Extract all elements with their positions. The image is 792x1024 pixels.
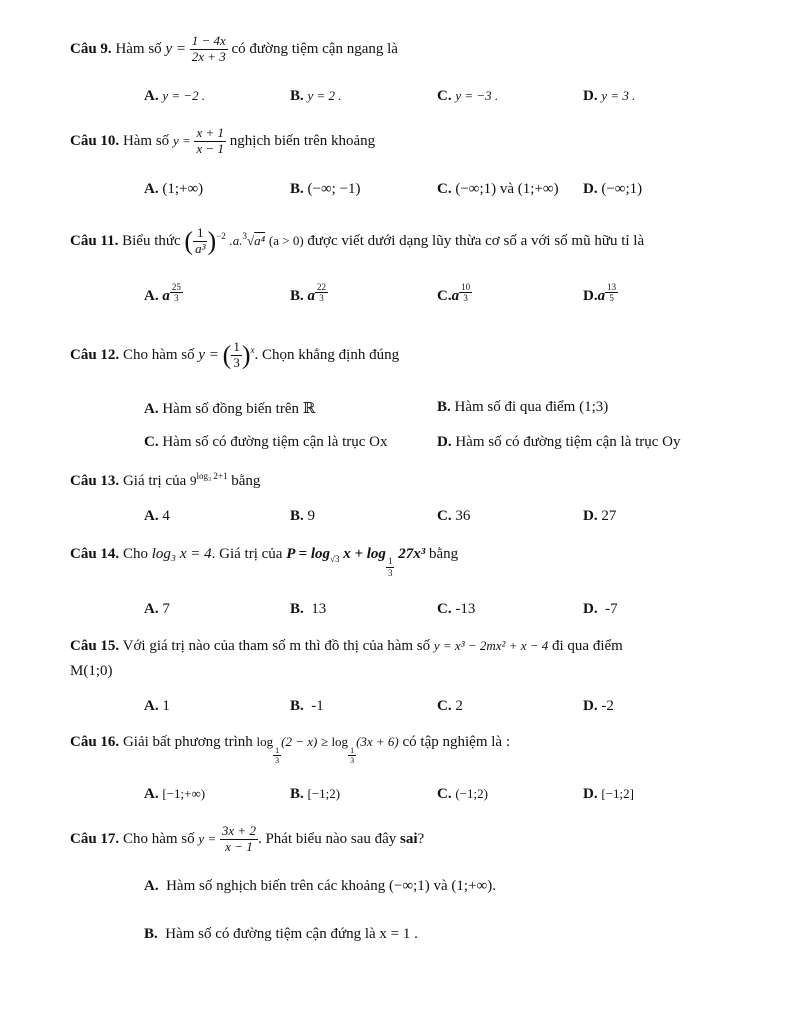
exponent-fraction bbox=[170, 282, 183, 304]
option-letter: B. bbox=[290, 288, 304, 304]
q12-option-a[interactable] bbox=[144, 399, 315, 418]
option-letter: B. bbox=[290, 786, 304, 802]
option-letter: C. bbox=[437, 181, 452, 197]
option-value: [−1;2) bbox=[307, 786, 341, 801]
option-letter: C. bbox=[437, 601, 452, 617]
exponent-numerator: 22 bbox=[317, 282, 327, 292]
option-letter: B. bbox=[290, 88, 304, 104]
exponent-numerator: 25 bbox=[171, 282, 181, 292]
question-11-label: Câu 11. bbox=[70, 232, 119, 249]
close-paren: ) bbox=[207, 226, 217, 256]
option-value: (−∞;1) bbox=[601, 181, 643, 197]
option-letter: D. bbox=[583, 508, 598, 524]
q14-option-d[interactable] bbox=[583, 601, 618, 618]
log-base-2 bbox=[386, 556, 395, 578]
q17-option-a[interactable] bbox=[144, 878, 496, 895]
option-letter: A. bbox=[144, 698, 159, 714]
inequality-rhs: (3x + 6) bbox=[356, 734, 399, 749]
option-letter: B. bbox=[290, 181, 304, 197]
question-15-label: Câu 15. bbox=[70, 638, 120, 654]
option-value: [−1;2] bbox=[601, 786, 634, 801]
question-16-stem bbox=[70, 734, 510, 765]
power-exponent: log₃ 2+1 bbox=[196, 471, 228, 481]
question-17-stem bbox=[70, 824, 424, 855]
inequality-operator: ≥ log bbox=[321, 734, 349, 749]
q12-option-c[interactable] bbox=[144, 434, 388, 451]
option-value: Hàm số nghịch biến trên các khoảng (−∞;1) và (1;+∞). bbox=[166, 878, 496, 894]
fraction-numerator: x + 1 bbox=[196, 125, 225, 140]
fraction-numerator: 1 − 4x bbox=[191, 33, 226, 48]
power-base: a bbox=[451, 288, 460, 304]
question-12-exponent: x bbox=[250, 344, 255, 355]
option-value: y = 2 . bbox=[307, 88, 342, 103]
power-base: a bbox=[307, 288, 316, 304]
option-letter: D. bbox=[583, 288, 598, 304]
expression-p: P = log bbox=[286, 546, 331, 562]
q9-option-b[interactable] bbox=[290, 88, 342, 105]
fraction-numerator: 1 bbox=[193, 226, 207, 242]
question-13-pre: Giá trị của bbox=[122, 473, 187, 489]
question-14-post: bằng bbox=[428, 546, 459, 562]
log-base-denominator: 3 bbox=[275, 755, 280, 765]
question-11-mid: .a. bbox=[229, 232, 243, 248]
q14-option-c[interactable] bbox=[437, 601, 475, 618]
question-10-fn-lhs: y = bbox=[172, 132, 191, 148]
exponent-numerator: 10 bbox=[461, 282, 471, 292]
option-value: -13 bbox=[455, 601, 476, 617]
option-letter: B. bbox=[437, 399, 451, 415]
question-11-condition: (a > 0) bbox=[268, 232, 304, 248]
question-16-pre: Giải bất phương trình bbox=[122, 734, 253, 750]
option-value: 36 bbox=[455, 508, 471, 524]
option-value: 2 bbox=[455, 698, 463, 714]
option-value: -2 bbox=[601, 698, 614, 714]
q11-option-c[interactable] bbox=[437, 282, 472, 305]
q15-option-c[interactable] bbox=[437, 698, 463, 715]
question-12-stem bbox=[70, 340, 399, 371]
question-17-post: . Phát biểu nào sau đây bbox=[257, 830, 397, 847]
log-base-left bbox=[273, 746, 281, 765]
option-value: y = −3 . bbox=[455, 88, 499, 103]
q11-option-d[interactable] bbox=[583, 282, 618, 305]
option-value: (1;+∞) bbox=[162, 181, 204, 197]
q16-option-b[interactable] bbox=[290, 786, 340, 803]
question-14-given: log₃ x = 4 bbox=[151, 546, 212, 562]
close-paren: ) bbox=[241, 340, 251, 370]
fraction-denominator: x − 1 bbox=[225, 838, 253, 854]
q9-option-a[interactable] bbox=[144, 88, 205, 105]
exponent-fraction bbox=[315, 282, 328, 304]
q11-option-b[interactable] bbox=[290, 282, 328, 305]
option-letter: B. bbox=[290, 508, 304, 524]
power-base: 9 bbox=[190, 473, 197, 488]
question-9-fraction bbox=[190, 34, 228, 65]
question-11-pre: Biểu thức bbox=[122, 232, 181, 249]
q14-option-a[interactable] bbox=[144, 601, 170, 618]
option-letter: C. bbox=[144, 434, 159, 450]
option-value: 4 bbox=[162, 508, 170, 524]
q12-option-d[interactable] bbox=[437, 434, 681, 451]
option-letter: A. bbox=[144, 508, 159, 524]
question-12-label: Câu 12. bbox=[70, 346, 120, 363]
option-value: Hàm số đi qua điểm (1;3) bbox=[454, 399, 609, 415]
fraction-denominator: x − 1 bbox=[196, 140, 225, 156]
option-value: Hàm số có đường tiệm cận đứng là x = 1 . bbox=[165, 926, 418, 942]
power-base: a bbox=[162, 288, 170, 304]
option-letter: A. bbox=[144, 88, 159, 104]
option-value: y = 3 . bbox=[601, 88, 636, 103]
question-14-pre: Cho bbox=[122, 546, 148, 562]
option-value: 13 bbox=[311, 601, 327, 617]
question-14-stem bbox=[70, 546, 459, 578]
question-12-fn-lhs: y = bbox=[198, 346, 219, 363]
question-15-line2: M(1;0) bbox=[70, 663, 113, 679]
exponent-denominator: 5 bbox=[609, 293, 614, 304]
question-14-label: Câu 14. bbox=[70, 546, 120, 562]
expression-end: 27x³ bbox=[398, 546, 426, 562]
log-function: log bbox=[256, 734, 274, 749]
question-9-pre: Hàm số bbox=[115, 40, 162, 57]
fraction-numerator: 3x + 2 bbox=[221, 823, 256, 838]
power-base: a bbox=[597, 288, 606, 304]
question-17-keyword: sai bbox=[400, 830, 418, 847]
option-letter: D. bbox=[583, 601, 598, 617]
q10-option-a[interactable] bbox=[144, 181, 203, 198]
log-base-denominator: 3 bbox=[350, 755, 355, 765]
radical-icon: √ bbox=[246, 232, 255, 248]
q9-option-c[interactable] bbox=[437, 88, 498, 105]
log-base-right bbox=[348, 746, 356, 765]
option-value: 9 bbox=[307, 508, 316, 524]
q16-option-d[interactable] bbox=[583, 786, 634, 803]
q15-option-b[interactable] bbox=[290, 698, 324, 715]
option-letter: B. bbox=[290, 601, 304, 617]
option-letter: C. bbox=[437, 698, 452, 714]
question-14-mid: . Giá trị của bbox=[211, 546, 283, 562]
question-10-post: nghịch biến trên khoảng bbox=[229, 132, 376, 149]
option-letter: B. bbox=[290, 698, 304, 714]
option-value: Hàm số có đường tiệm cận là trục Ox bbox=[162, 434, 388, 450]
question-16-post: có tập nghiệm là : bbox=[402, 734, 510, 750]
question-13-label: Câu 13. bbox=[70, 473, 120, 489]
question-15-function: y = x³ − 2mx² + x − 4 bbox=[433, 638, 549, 653]
root-index: 3 bbox=[242, 230, 247, 241]
exponent-denominator: 3 bbox=[319, 293, 324, 304]
option-value: (−∞;1) và (1;+∞) bbox=[455, 181, 559, 197]
question-11-exponent: −2 bbox=[216, 230, 226, 241]
option-value: Hàm số có đường tiệm cận là trục Oy bbox=[455, 434, 681, 450]
question-17-fraction bbox=[220, 824, 258, 855]
q10-option-b[interactable] bbox=[290, 181, 361, 198]
q16-option-a[interactable] bbox=[144, 786, 205, 803]
question-9-stem bbox=[70, 34, 398, 65]
exponent-denominator: 3 bbox=[174, 293, 179, 304]
question-17-fn-lhs: y = bbox=[198, 830, 217, 846]
option-value: (−∞; −1) bbox=[307, 181, 361, 197]
q10-option-c[interactable] bbox=[437, 181, 559, 198]
option-value: -1 bbox=[311, 698, 324, 714]
q13-option-c[interactable] bbox=[437, 508, 470, 525]
q12-option-b[interactable] bbox=[437, 399, 608, 416]
option-letter: D. bbox=[583, 88, 598, 104]
question-11-fraction bbox=[193, 226, 207, 257]
q13-option-d[interactable] bbox=[583, 508, 616, 525]
q17-option-b[interactable] bbox=[144, 926, 418, 943]
question-12-post: . Chọn khẳng định đúng bbox=[254, 346, 400, 363]
fraction-denominator: 3 bbox=[233, 354, 240, 370]
exponent-fraction bbox=[605, 282, 618, 304]
option-letter: A. bbox=[144, 786, 159, 802]
question-16-label: Câu 16. bbox=[70, 734, 120, 750]
option-letter: D. bbox=[583, 786, 598, 802]
log-base-numerator: 1 bbox=[350, 745, 355, 755]
question-12-fraction bbox=[231, 340, 242, 371]
question-11-post: được viết dưới dạng lũy thừa cơ số a với số mũ hữu tỉ là bbox=[307, 232, 645, 249]
option-letter: C. bbox=[437, 288, 452, 304]
option-letter: C. bbox=[437, 88, 452, 104]
q11-option-a[interactable] bbox=[144, 282, 183, 305]
radicand: a⁴ bbox=[254, 232, 266, 248]
option-letter: A. bbox=[144, 401, 159, 417]
log-base-1: √3 bbox=[330, 554, 340, 564]
q10-option-d[interactable] bbox=[583, 181, 642, 198]
option-value: [−1;+∞) bbox=[162, 786, 206, 801]
question-10-stem bbox=[70, 126, 375, 157]
question-10-fraction bbox=[194, 126, 226, 157]
exponent-fraction bbox=[459, 282, 472, 304]
question-15-post: đi qua điểm bbox=[552, 638, 623, 654]
option-letter: A. bbox=[144, 181, 159, 197]
q13-option-b[interactable] bbox=[290, 508, 315, 525]
question-11-stem bbox=[70, 226, 644, 257]
log-base-numerator: 1 bbox=[387, 556, 393, 567]
question-12-pre: Cho hàm số bbox=[122, 346, 195, 363]
fraction-denominator: 2x + 3 bbox=[191, 48, 226, 64]
question-13-post: bằng bbox=[231, 473, 261, 489]
option-value: (−1;2) bbox=[455, 786, 488, 801]
fraction-denominator: a³ bbox=[195, 240, 206, 256]
question-9-fn-lhs: y = bbox=[165, 40, 186, 57]
question-9-label: Câu 9. bbox=[70, 40, 112, 57]
option-letter: D. bbox=[583, 698, 598, 714]
inequality-lhs: (2 − x) bbox=[281, 734, 318, 749]
question-17-label: Câu 17. bbox=[70, 830, 120, 847]
option-value: 27 bbox=[601, 508, 617, 524]
open-paren: ( bbox=[184, 226, 194, 256]
exponent-numerator: 13 bbox=[607, 282, 617, 292]
q13-option-a[interactable] bbox=[144, 508, 170, 525]
option-letter: A. bbox=[144, 288, 159, 304]
fraction-numerator: 1 bbox=[233, 339, 240, 354]
q14-option-b[interactable] bbox=[290, 601, 326, 618]
q15-option-d[interactable] bbox=[583, 698, 614, 715]
option-letter: A. bbox=[144, 601, 159, 617]
q15-option-a[interactable] bbox=[144, 698, 170, 715]
log-base-denominator: 3 bbox=[387, 567, 393, 578]
exponent-denominator: 3 bbox=[463, 293, 468, 304]
option-letter: A. bbox=[144, 878, 159, 894]
option-value: Hàm số đồng biến trên ℝ bbox=[162, 401, 316, 417]
expression-mid: x + log bbox=[343, 546, 386, 562]
question-15-stem bbox=[70, 638, 623, 655]
log-base-numerator: 1 bbox=[275, 745, 280, 755]
question-17-punct: ? bbox=[417, 830, 425, 847]
open-paren: ( bbox=[222, 340, 232, 370]
q16-option-c[interactable] bbox=[437, 786, 488, 803]
option-value: y = −2 . bbox=[162, 88, 206, 103]
question-10-label: Câu 10. bbox=[70, 132, 120, 149]
option-letter: C. bbox=[437, 508, 452, 524]
question-10-pre: Hàm số bbox=[122, 132, 170, 149]
question-17-pre: Cho hàm số bbox=[122, 830, 195, 847]
option-letter: B. bbox=[144, 926, 158, 942]
option-value: 1 bbox=[162, 698, 170, 714]
option-value: 7 bbox=[162, 601, 170, 617]
question-9-post: có đường tiệm cận ngang là bbox=[231, 40, 398, 57]
option-letter: D. bbox=[437, 434, 452, 450]
option-letter: C. bbox=[437, 786, 452, 802]
question-13-stem bbox=[70, 471, 260, 490]
option-letter: D. bbox=[583, 181, 598, 197]
q9-option-d[interactable] bbox=[583, 88, 635, 105]
option-value: -7 bbox=[605, 601, 618, 617]
question-15-text: Với giá trị nào của tham số m thì đồ thị của hàm số bbox=[122, 638, 431, 654]
